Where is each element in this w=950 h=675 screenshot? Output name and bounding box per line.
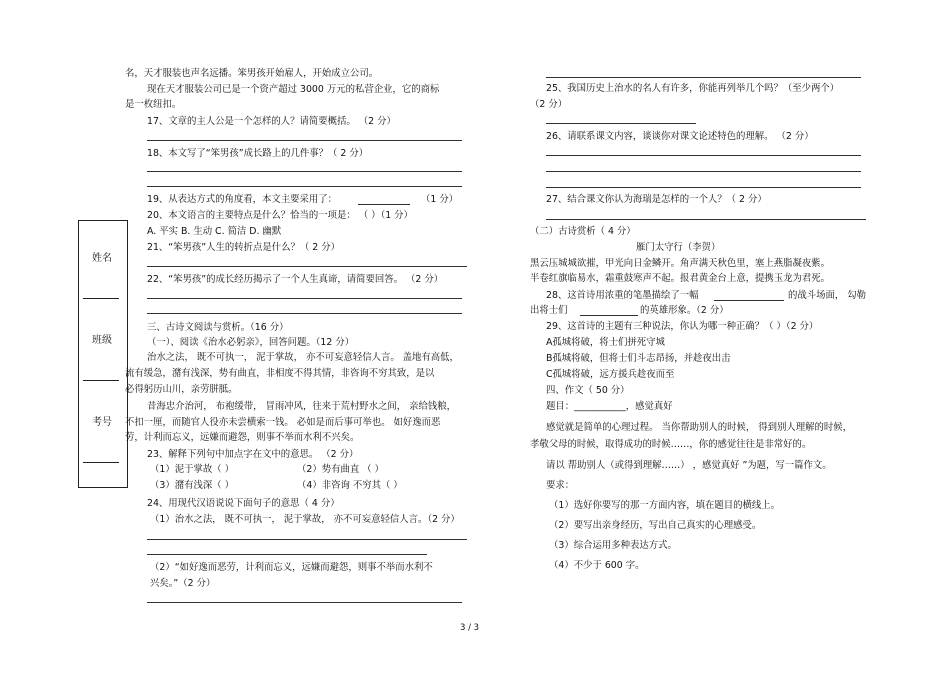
requirements-heading: 要求：	[546, 480, 575, 491]
question-24-part-1: （1）治水之法， 既不可执一， 泥于掌故， 亦不可妄意轻信人言。（2 分）	[150, 514, 460, 525]
question-23: 23、解释下列句中加点字在文中的意思。 （2 分）	[147, 449, 359, 460]
question-19-score: （1 分）	[421, 194, 459, 205]
essay-topic: 题目：___________，感觉真好	[546, 401, 673, 412]
question-23-item-1: （1）泥于掌故（ ）	[150, 464, 234, 475]
answer-line-26a[interactable]	[546, 155, 861, 156]
section-4-heading: 四、作文（ 50 分）	[546, 385, 630, 396]
question-24: 24、用现代汉语说说下面句子的意思（ 4 分）	[147, 498, 340, 509]
name-label: 姓名	[92, 253, 112, 264]
classical-text-2: 流有缓急，潴有浅深，势有曲直，非相度不得其情，非咨询不穷其致，是以	[125, 368, 435, 379]
answer-line-27[interactable]	[546, 219, 866, 220]
poem-line-2: 半卷红旗临易水，霜重鼓寒声不起。报君黄金台上意，提携玉龙为君死。	[530, 273, 831, 284]
question-29: 29、这首诗的主题有三种说法，你认为哪一种正确？（ ）（2 分）	[546, 321, 819, 332]
poem-title: 雁门太守行（李贺）	[636, 242, 721, 253]
answer-line-17[interactable]	[147, 140, 462, 141]
question-28-line-2: 出将士们	[530, 305, 568, 316]
classical-text-1: 治水之法， 既不可执一， 泥于掌故， 亦不可妄意轻信人言。 盖地有高低，	[147, 352, 459, 363]
answer-line-24b[interactable]	[147, 554, 427, 555]
page-number: 3 / 3	[460, 623, 480, 633]
classical-text-4: 昔海忠介治河， 布袍缓带， 冒雨冲风，往来于荒村野水之间， 亲给钱粮，	[147, 401, 456, 412]
question-25-score: （2 分）	[530, 99, 568, 110]
question-24-part-2: （2）“如好逸而恶劳，计利而忘义，远嫌而避怨，则事不举而水利不	[150, 562, 433, 573]
requirement-1: （1）选好你要写的那一方面内容，填在题目的横线上。	[549, 500, 780, 511]
question-21: 21、“笨男孩”人生的转折点是什么？（ 2 分）	[147, 242, 340, 253]
answer-line-18a[interactable]	[147, 171, 462, 172]
answer-line-21[interactable]	[147, 266, 467, 267]
section-3-heading: 三、古诗文阅读与赏析。（16 分）	[147, 322, 289, 333]
question-19: 19、从表达方式的角度看，本文主要采用了：	[147, 194, 338, 205]
answer-line-22b[interactable]	[147, 313, 462, 314]
essay-intro-1: 感觉就是简单的心理过程。 当你帮助别人的时候， 得到别人理解的时候，	[546, 422, 852, 433]
essay-intro-2: 孝敬父母的时候，取得成功的时候……，你的感觉往往是非常好的。	[530, 439, 812, 450]
answer-line-24c[interactable]	[147, 602, 462, 603]
question-20-options: A. 平实 B. 生动 C. 简洁 D. 幽默	[147, 226, 282, 237]
question-24-part-2-cont: 兴矣。”（2 分）	[150, 578, 216, 589]
question-28-line-2-end: 的英雄形象。（2 分）	[640, 305, 729, 316]
question-29-option-c: C孤城将破，远方援兵趁夜而至	[546, 369, 675, 380]
subsection-1-heading: （一）、阅读《治水必躬亲》，回答问题。（12 分）	[147, 337, 355, 348]
question-23-item-2: （2）势有曲直 （ ）	[297, 464, 384, 475]
poem-section-heading: （二）古诗赏析（ 4 分）	[530, 226, 636, 237]
question-26: 26、请联系课文内容，谈谈你对课文论述特色的理解。 （2 分）	[546, 131, 814, 142]
answer-line-22a[interactable]	[147, 298, 462, 299]
question-29-option-b: B孤城将破，但将士们斗志昂扬，并趁夜出击	[546, 353, 731, 364]
classical-text-3: 必得躬历山川，亲劳胼胝。	[125, 384, 238, 395]
requirement-3: （3）综合运用多种表达方式。	[549, 540, 677, 551]
question-28-cont: 的战斗场面， 勾勒	[788, 290, 866, 301]
blank-28b[interactable]	[580, 315, 638, 316]
question-27: 27、结合课文你认为海瑞是怎样的一个人？（ 2 分）	[546, 194, 767, 205]
blank-28a[interactable]	[714, 300, 784, 301]
question-23-item-3: （3）潴有浅深（ ）	[150, 480, 234, 491]
question-20: 20、本文语言的主要特点是什么？恰当的一项是： （ ）（1 分）	[147, 210, 413, 221]
blank-19[interactable]	[358, 204, 410, 205]
answer-line-26b[interactable]	[546, 171, 861, 172]
question-29-option-a: A孤城将破，将士们拼死守城	[546, 337, 665, 348]
poem-line-1: 黑云压城城欲摧，甲光向日金鳞开。角声满天秋色里，塞上燕脂凝夜紫。	[530, 258, 831, 269]
exam-number-field[interactable]	[83, 462, 119, 463]
question-22: 22、“笨男孩”的成长经历揭示了一个人生真谛，请简要回答。 （2 分）	[147, 274, 444, 285]
classical-text-5: 不扣一厘，而随官人役亦未尝横索一钱。 必如是而后事可举也。 如好逸而恶	[125, 417, 441, 428]
story-text-1: 名，天才服装也声名远播。笨男孩开始雇人，开始成立公司。	[125, 68, 379, 79]
story-text-3: 是一枚纽扣。	[125, 99, 182, 110]
question-23-item-4: （4）非咨询 不穷其（ ）	[297, 480, 403, 491]
story-text-2: 现在天才服装公司已是一个资产超过 3000 万元的私营企业，它的商标	[147, 84, 440, 95]
question-25: 25、我国历史上治水的名人有许多，你能再列举几个吗？（至少两个）	[546, 83, 840, 94]
classical-text-6: 劳，计利而忘义，远嫌而避怨，则事不举而水利不兴矣。	[125, 432, 360, 443]
requirement-2: （2）要写出亲身经历，写出自己真实的心理感受。	[549, 520, 762, 531]
class-label: 班级	[92, 335, 112, 346]
class-field[interactable]	[83, 380, 119, 381]
answer-line-18b[interactable]	[147, 186, 462, 187]
essay-intro-3: 请以 帮助别人（或得到理解……） ，感觉真好 ”为题，写一篇作文。	[546, 460, 832, 471]
answer-line-26c[interactable]	[546, 187, 861, 188]
answer-line-24a[interactable]	[147, 539, 467, 540]
name-field[interactable]	[83, 298, 119, 299]
answer-line-24d[interactable]	[546, 77, 861, 78]
question-18: 18、本文写了“笨男孩”成长路上的几件事？（ 2 分）	[147, 148, 369, 159]
requirement-4: （4）不少于 600 字。	[549, 560, 645, 571]
question-17: 17、文章的主人公是一个怎样的人？请简要概括。 （2 分）	[147, 116, 396, 127]
question-28: 28、这首诗用浓重的笔墨描绘了一幅	[546, 290, 699, 301]
answer-line-25[interactable]	[546, 123, 696, 124]
exam-number-label: 考号	[92, 417, 112, 428]
